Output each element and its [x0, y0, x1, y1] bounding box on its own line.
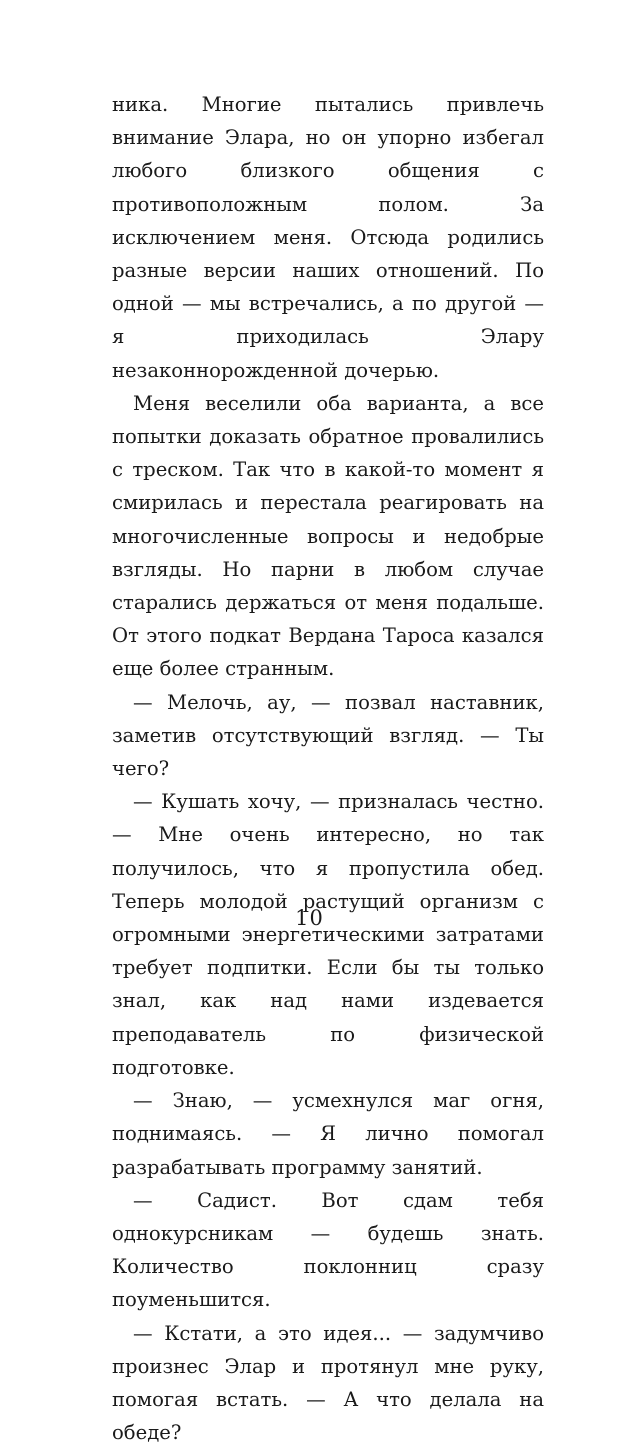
body-text [112, 88, 544, 1449]
paragraph-6: — Садист. Вот сдам тебя однокурсникам — будешь знать. Количество поклонниц сразу поуменьшится. [112, 1188, 544, 1312]
paragraph-2: Меня веселили оба варианта, а все попытки доказать обратное провалились с треском. Так что в какой-то момент я смирилась и перестала реагировать на многочисленные вопросы и недобрые взгляды. Но парни в любом случае старались держаться от меня подальше. От этого подкат Вердана Тароса казался еще более странным. [112, 391, 544, 681]
paragraph-4: — Кушать хочу, — призналась честно. — Мне очень интересно, но так получилось, что я пропустила обед. Теперь молодой растущий организм с огромными энергетическими затратами требует подпитки. Если бы ты только знал, как над нами издевается преподаватель по физической подготовке. [112, 790, 544, 1079]
page-number: 10 [295, 906, 324, 930]
paragraph-5: — Знаю, — усмехнулся маг огня, поднимаясь. — Я лично помогал разрабатывать программу занятий. [112, 1089, 544, 1179]
paragraph-7: — Кстати, а это идея... — задумчиво произнес Элар и протянул мне руку, помогая встать. — А что делала на обеде? [112, 1321, 544, 1445]
paragraph-1: ника. Многие пытались привлечь внимание Элара, но он упорно избегал любого близкого общения с противоположным полом. За исключением меня. Отсюда родились разные версии наших отношений. По одной — мы встречались, а по другой — я приходилась Элару незаконнорожденной дочерью. [112, 93, 544, 382]
paragraph-3: — Мелочь, ау, — позвал наставник, заметив отсутствующий взгляд. — Ты чего? [112, 690, 544, 781]
